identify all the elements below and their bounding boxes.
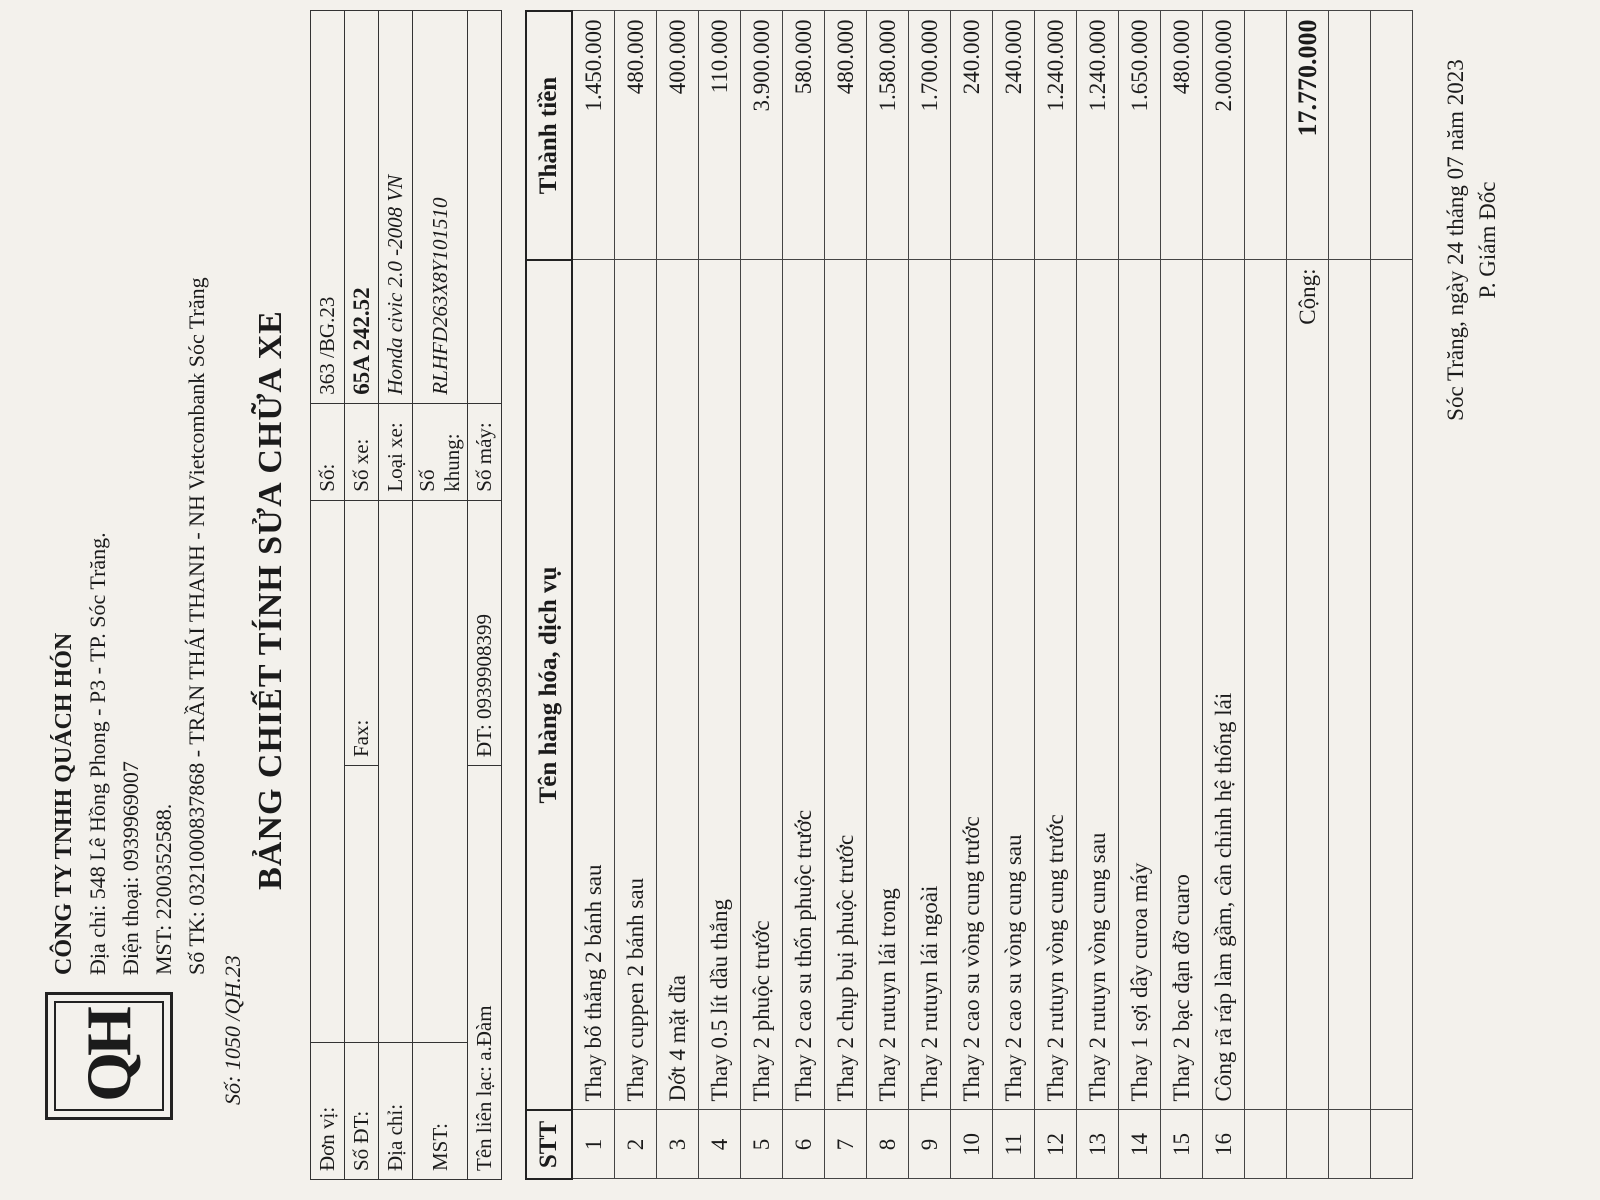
table-body xyxy=(572,11,1245,1179)
company-address: Địa chỉ: 548 Lê Hồng Phong - P3 - TP. Sóc Trăng. xyxy=(85,532,110,975)
blank-row xyxy=(1329,11,1371,1179)
row-number: 8 xyxy=(867,1110,909,1179)
table-row xyxy=(909,11,951,1179)
unit-label: Đơn vị: xyxy=(311,1043,345,1180)
tax-value xyxy=(413,500,468,1042)
model-label: Loại xe: xyxy=(379,403,413,500)
row-service-name: Thay 2 cao su vòng cung sau xyxy=(993,260,1035,1110)
no-value: 363 /BG.23 xyxy=(311,11,345,404)
address-label: Địa chỉ: xyxy=(379,1043,413,1180)
header-stt: STT xyxy=(526,1110,572,1179)
row-number: 4 xyxy=(699,1110,741,1179)
row-service-name: Thay 2 cao su vòng cung trước xyxy=(951,260,993,1110)
row-service-name: Thay 1 sợi dây curoa máy xyxy=(1119,260,1161,1110)
company-bank-account: Số TK: 0321000837868 - TRẦN THÁI THANH - NH Vietcombank Sóc Trăng xyxy=(184,277,209,975)
blank-row xyxy=(1245,11,1287,1179)
row-amount: 1.580.000 xyxy=(867,11,909,260)
row-service-name: Thay 2 cao su thốn phuộc trước xyxy=(783,260,825,1110)
total-label: Cộng: xyxy=(1287,260,1329,1110)
row-number: 12 xyxy=(1035,1110,1077,1179)
company-name: CÔNG TY TNHH QUÁCH HÓN xyxy=(51,632,77,975)
row-number: 5 xyxy=(741,1110,783,1179)
row-amount: 3.900.000 xyxy=(741,11,783,260)
row-amount: 240.000 xyxy=(951,11,993,260)
document-title: BẢNG CHIẾT TÍNH SỬA CHỮA XE xyxy=(252,310,289,890)
row-service-name: Thay bố thắng 2 bánh sau xyxy=(572,260,615,1110)
total-value: 17.770.000 xyxy=(1287,11,1329,260)
blank-row xyxy=(1371,11,1413,1179)
company-header xyxy=(48,277,213,975)
row-amount: 240.000 xyxy=(993,11,1035,260)
chassis-value: RLHFD263X8Y101510 xyxy=(413,11,468,404)
plate-label: Số xe: xyxy=(345,403,379,500)
company-logo xyxy=(45,992,173,1120)
row-service-name: Thay 2 phuộc trước xyxy=(741,260,783,1110)
row-amount: 1.240.000 xyxy=(1077,11,1119,260)
row-number: 1 xyxy=(572,1110,615,1179)
row-number: 7 xyxy=(825,1110,867,1179)
table-row xyxy=(1203,11,1245,1179)
row-service-name: Thay 2 rutuyn lái ngoài xyxy=(909,260,951,1110)
row-number: 2 xyxy=(615,1110,657,1179)
info-row xyxy=(468,11,502,1180)
address-value xyxy=(379,500,413,1042)
table-row xyxy=(615,11,657,1179)
no-label: Số: xyxy=(311,403,345,500)
chassis-label: Số khung: xyxy=(413,403,468,500)
table-row xyxy=(1035,11,1077,1179)
signer-title: P. Giám Đốc xyxy=(1475,181,1500,299)
row-number: 9 xyxy=(909,1110,951,1179)
header-amount: Thành tiền xyxy=(526,11,572,260)
table-header-row xyxy=(526,11,572,1179)
row-service-name: Thay cuppen 2 bánh sau xyxy=(615,260,657,1110)
table-row xyxy=(993,11,1035,1179)
service-items-table xyxy=(525,10,1413,1180)
table-row xyxy=(825,11,867,1179)
row-number: 13 xyxy=(1077,1110,1119,1179)
table-row xyxy=(867,11,909,1179)
engine-value xyxy=(468,11,502,404)
table-row xyxy=(1161,11,1203,1179)
tax-label: MST: xyxy=(413,1043,468,1180)
contact-phone: ĐT: 0939908399 xyxy=(468,500,502,765)
logo-mark: QH xyxy=(54,1001,164,1111)
row-service-name: Thay 2 rutuyn vòng cung trước xyxy=(1035,260,1077,1110)
phone-value xyxy=(345,766,379,1043)
row-number: 6 xyxy=(783,1110,825,1179)
header-service-name: Tên hàng hóa, dịch vụ xyxy=(526,260,572,1110)
table-row xyxy=(657,11,699,1179)
company-tax-code: MST: 2200352588. xyxy=(151,803,176,975)
company-phone: Điện thoại: 0939969007 xyxy=(118,761,143,975)
row-number: 3 xyxy=(657,1110,699,1179)
row-amount: 1.700.000 xyxy=(909,11,951,260)
row-number: 16 xyxy=(1203,1110,1245,1179)
row-amount: 1.240.000 xyxy=(1035,11,1077,260)
row-amount: 580.000 xyxy=(783,11,825,260)
issue-date: Sóc Trăng, ngày 24 tháng 07 năm 2023 xyxy=(1443,59,1468,421)
row-service-name: Thay 2 rutuyn vòng cung sau xyxy=(1077,260,1119,1110)
engine-label: Số máy: xyxy=(468,403,502,500)
customer-info-table xyxy=(310,10,502,1180)
row-service-name: Thay 2 rutuyn lái trong xyxy=(867,260,909,1110)
fax-label: Fax: xyxy=(345,500,379,765)
table-row xyxy=(1077,11,1119,1179)
phone-label: Số ĐT: xyxy=(345,1043,379,1180)
model-value: Honda civic 2.0 -2008 VN xyxy=(379,11,413,404)
row-amount: 110.000 xyxy=(699,11,741,260)
row-service-name: Công rã ráp làm gầm, cân chỉnh hệ thống lái xyxy=(1203,260,1245,1110)
table-row xyxy=(699,11,741,1179)
row-amount: 1.450.000 xyxy=(572,11,615,260)
row-service-name: Dớt 4 mặt dĩa xyxy=(657,260,699,1110)
row-service-name: Thay 2 chụp bụi phuộc trước xyxy=(825,260,867,1110)
row-amount: 2.000.000 xyxy=(1203,11,1245,260)
table-row xyxy=(783,11,825,1179)
info-row xyxy=(345,11,379,1180)
row-service-name: Thay 0.5 lít dầu thắng xyxy=(699,260,741,1110)
row-number: 11 xyxy=(993,1110,1035,1179)
info-row xyxy=(311,11,345,1180)
table-row xyxy=(951,11,993,1179)
row-number: 10 xyxy=(951,1110,993,1179)
info-row xyxy=(413,11,468,1180)
row-amount: 480.000 xyxy=(1161,11,1203,260)
signature-block xyxy=(1440,0,1504,500)
row-service-name: Thay 2 bạc đạn đỡ cuaro xyxy=(1161,260,1203,1110)
row-amount: 1.650.000 xyxy=(1119,11,1161,260)
total-row xyxy=(1287,11,1329,1179)
plate-value: 65A 242.52 xyxy=(345,11,379,404)
row-number: 14 xyxy=(1119,1110,1161,1179)
row-amount: 400.000 xyxy=(657,11,699,260)
table-row xyxy=(741,11,783,1179)
document-number: Số: 1050 /QH.23 xyxy=(220,955,245,1105)
contact-name: Tên liên lạc: a.Đàm xyxy=(468,766,502,1180)
table-row xyxy=(1119,11,1161,1179)
row-amount: 480.000 xyxy=(825,11,867,260)
table-row xyxy=(572,11,615,1179)
row-number: 15 xyxy=(1161,1110,1203,1179)
row-amount: 480.000 xyxy=(615,11,657,260)
unit-value xyxy=(311,500,345,1042)
info-row xyxy=(379,11,413,1180)
